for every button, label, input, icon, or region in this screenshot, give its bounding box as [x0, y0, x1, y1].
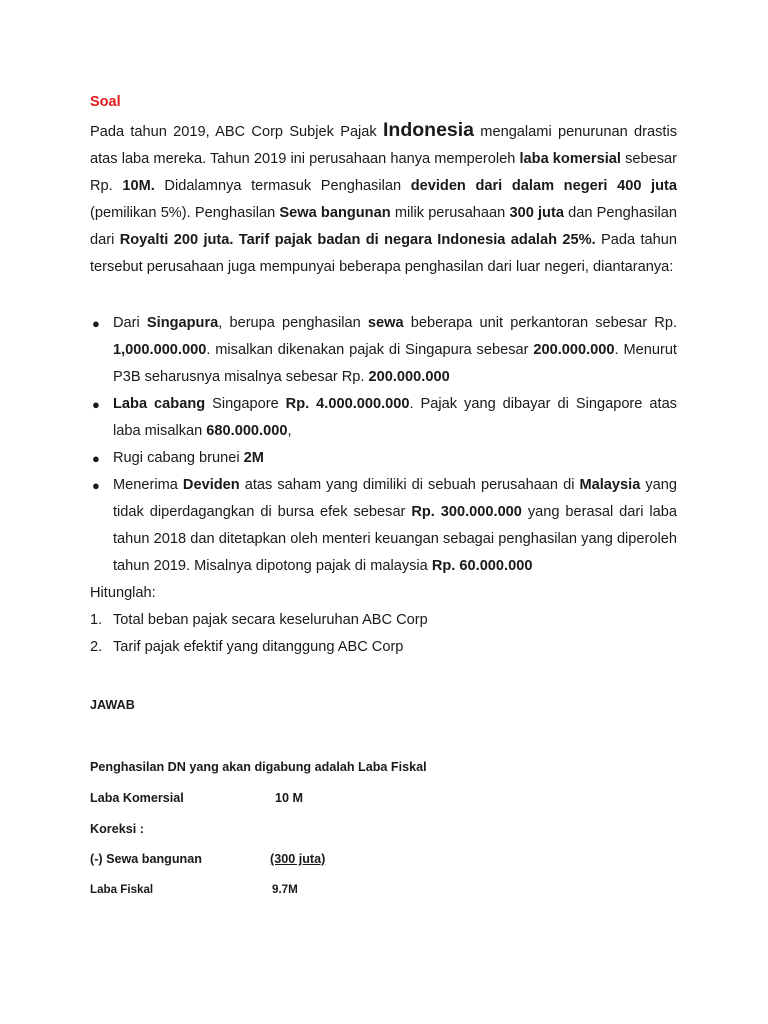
item-text: beberapa unit perkantoran sebesar Rp. [403, 315, 678, 331]
intro-indonesia: Indonesia [383, 119, 475, 141]
intro-text: dan Penghasilan dari [90, 205, 678, 248]
item-text: yang tidak diperdagangkan di bursa efek sebesar [113, 477, 678, 520]
item-bold: Singapura [146, 315, 219, 331]
intro-text: Pada tahun 2019, ABC Corp Subjek Pajak [90, 124, 383, 140]
item-bold: Rp. 4.000.000.000 [285, 396, 410, 412]
bullet-icon: ● [92, 397, 100, 412]
intro-text: sebesar Rp. [90, 151, 677, 194]
intro-paragraph [90, 117, 677, 281]
bullet-icon: ● [92, 478, 100, 493]
item-text: yang berasal dari laba tahun 2018 dan ditetapkan oleh menteri keuangan sebagai penghasilan yang diperoleh tahun 2019. Misalnya dipotong pajak di malaysia [113, 504, 677, 574]
item-bold: Deviden [182, 477, 240, 493]
laba-komersial-value: 10 M [275, 791, 303, 805]
item-text: . Menurut P3B seharusnya misalnya sebesar Rp. [113, 342, 677, 385]
intro-text: (pemilikan 5%). Penghasilan [90, 205, 280, 221]
item-bold: 1,000.000.000 [113, 342, 207, 358]
question-number: 1. [90, 612, 103, 628]
bullet-icon: ● [92, 316, 100, 331]
item-text: atas saham yang dimiliki di sebuah perusahaan di [239, 477, 580, 493]
list-item [90, 607, 677, 634]
soal-heading: Soal [90, 94, 121, 110]
jawab-heading: JAWAB [90, 698, 135, 712]
laba-fiskal-value: 9.7M [272, 883, 298, 896]
intro-10m: 10M. [122, 178, 155, 194]
item-text: Rugi cabang brunei [113, 450, 244, 466]
hitunglah-label: Hitunglah: [90, 585, 156, 601]
income-list [90, 310, 677, 580]
question-list [90, 607, 677, 661]
item-text: . Pajak yang dibayar di Singapore atas laba misalkan [113, 396, 677, 439]
intro-laba-komersial: laba komersial [519, 151, 621, 167]
laba-fiskal-label: Laba Fiskal [90, 883, 154, 896]
intro-sewa: Sewa bangunan [279, 205, 391, 221]
item-bold: 680.000.000 [206, 423, 288, 439]
koreksi-label: Koreksi : [90, 822, 144, 836]
intro-royalti: Royalti 200 juta. Tarif pajak badan di negara Indonesia adalah 25%. [119, 232, 596, 248]
list-item [90, 310, 677, 391]
item-text: Menerima [113, 477, 183, 493]
intro-300-juta: 300 juta [509, 205, 564, 221]
list-item [90, 445, 677, 472]
intro-text: Pada tahun tersebut perusahaan juga mempunyai beberapa penghasilan dari luar negeri, diantaranya: [90, 232, 677, 275]
question-text: Total beban pajak secara keseluruhan ABC Corp [113, 612, 428, 628]
intro-deviden: deviden dari dalam negeri 400 juta [410, 178, 678, 194]
item-text: , berupa penghasilan [218, 315, 368, 331]
item-bold: Rp. 60.000.000 [431, 558, 533, 574]
intro-text: milik perusahaan [390, 205, 510, 221]
intro-text: Didalamnya termasuk Penghasilan [154, 178, 411, 194]
list-item [90, 472, 677, 580]
sewa-bangunan-value: (300 juta) [270, 852, 326, 866]
item-bold: Malaysia [579, 477, 641, 493]
question-text: Tarif pajak efektif yang ditanggung ABC Corp [113, 639, 404, 655]
item-bold: sewa [367, 315, 404, 331]
item-text: . misalkan dikenakan pajak di Singapura sebesar [206, 342, 534, 358]
sewa-bangunan-label: (-) Sewa bangunan [90, 852, 202, 866]
intro-text: mengalami penurunan drastis atas laba mereka. Tahun 2019 ini perusahaan hanya memperoleh [90, 124, 678, 167]
item-text: Dari [113, 315, 147, 331]
item-bold: 2M [243, 450, 264, 466]
item-bold: Laba cabang [113, 396, 206, 412]
jawab-subtitle: Penghasilan DN yang akan digabung adalah Laba Fiskal [90, 760, 427, 774]
item-bold: Rp. 300.000.000 [411, 504, 522, 520]
item-text: Singapore [205, 396, 286, 412]
bullet-icon: ● [92, 451, 100, 466]
item-text: , [287, 423, 292, 439]
list-item [90, 634, 677, 661]
item-bold: 200.000.000 [533, 342, 615, 358]
item-bold: 200.000.000 [368, 369, 450, 385]
list-item [90, 391, 677, 445]
laba-komersial-label: Laba Komersial [90, 791, 184, 805]
question-number: 2. [90, 639, 103, 655]
